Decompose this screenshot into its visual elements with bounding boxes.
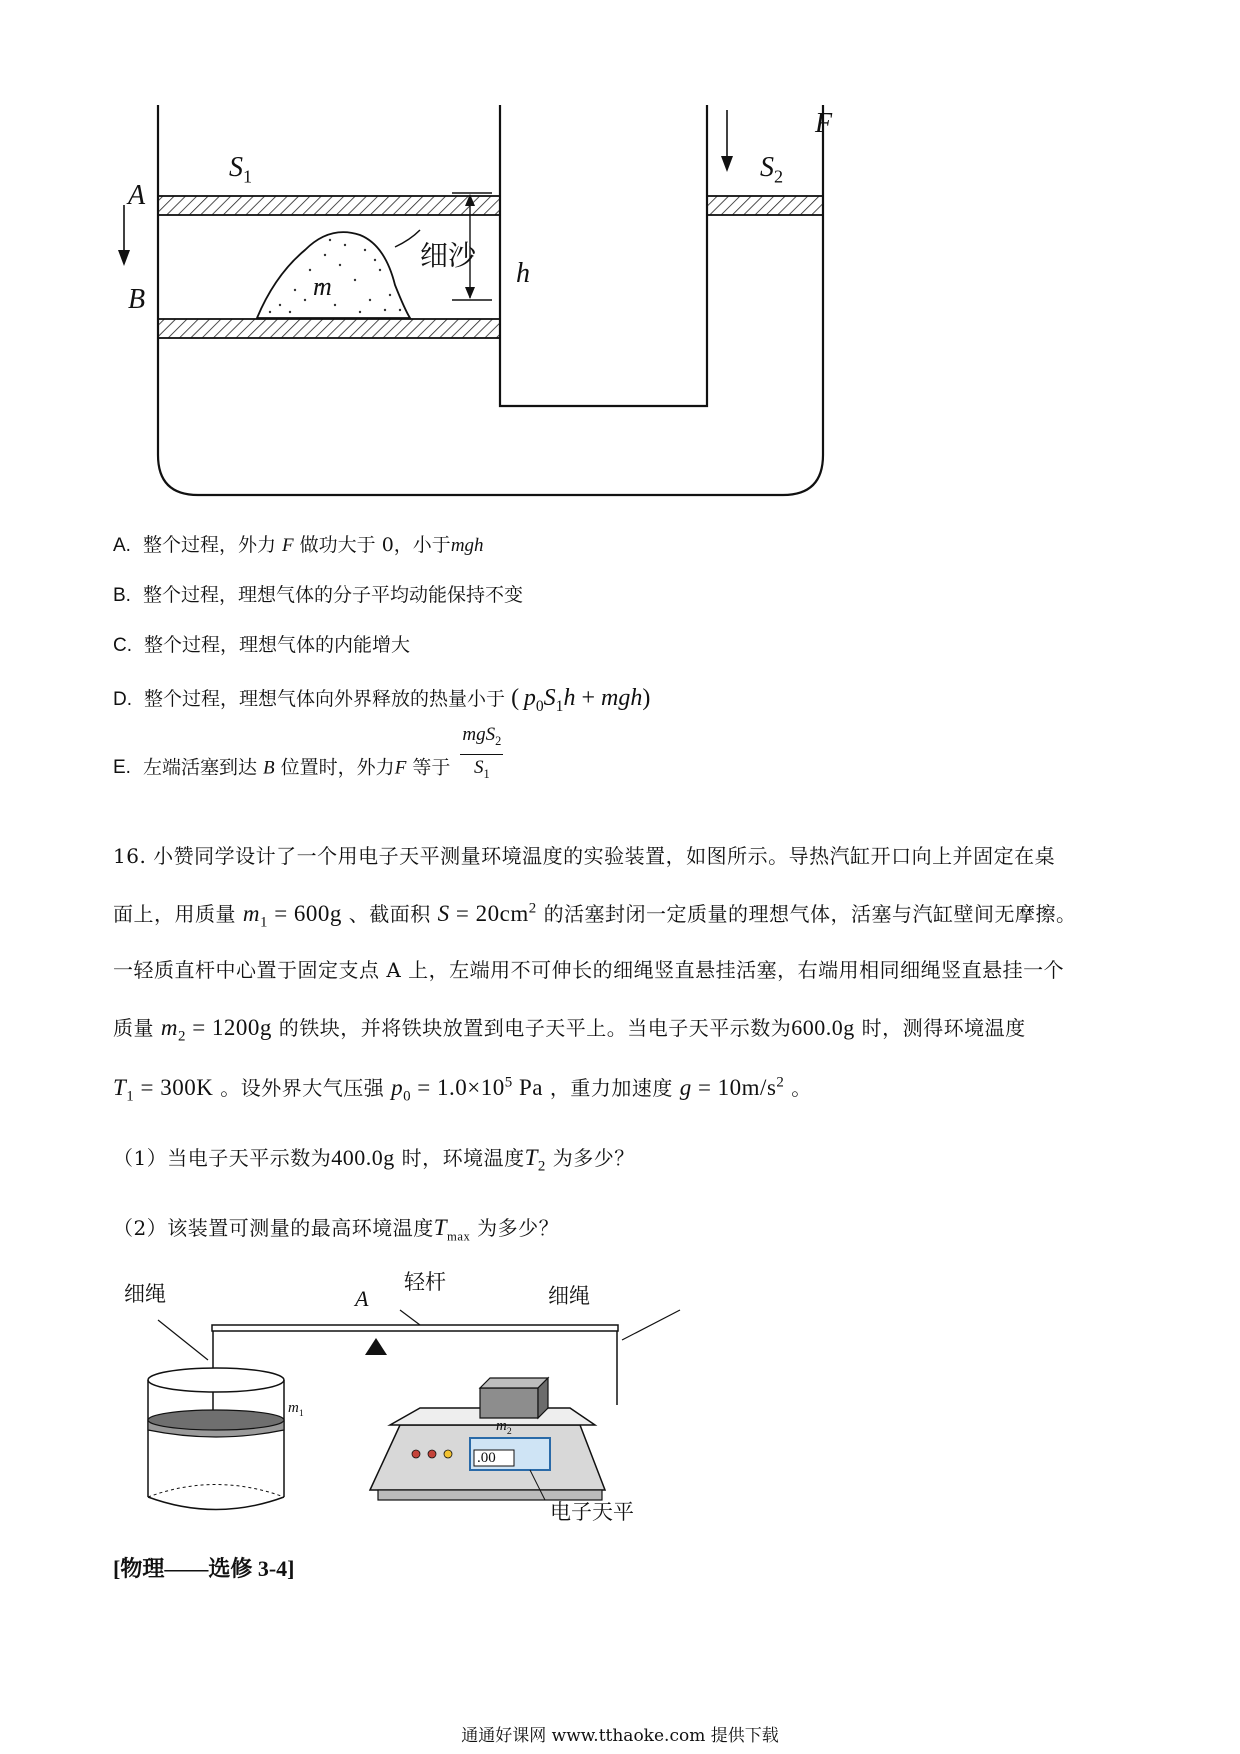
label-s2: $S_2$ — [760, 152, 784, 187]
pivot — [365, 1338, 387, 1355]
option-b: B. 整个过程，理想气体的分子平均动能保持不变 — [113, 584, 523, 606]
label-m2: $m_2$ — [496, 1418, 512, 1437]
q16-line2: 面上，用质量 $m_1 = 600g$ 、截面积 $S = 20cm^2$ 的活塞封闭一定质量的理想气体，活塞与汽缸壁间无摩擦。 — [113, 900, 1077, 931]
label-m1: $m_1$ — [288, 1400, 304, 1419]
q16-line3: 一轻质直杆中心置于固定支点 A 上，左端用不可伸长的细绳竖直悬挂活塞，右端用相同细绳竖直悬挂一个 — [113, 958, 1065, 982]
balance-apparatus-diagram — [100, 1260, 700, 1520]
footer: 通通好课网 www.tthaoke.com 提供下载 — [461, 1726, 779, 1746]
balance-display: .00 — [477, 1450, 496, 1466]
option-e: E. 左端活塞到达 B 位置时，外力F 等于 $\frac{mgS_2}{S_1}$ — [113, 724, 502, 781]
q16-line5: $T_1 = 300K$ 。设外界大气压强 $p_0 = 1.0\times 10^5$ Pa ，重力加速度 $g = 10m/s^2$ 。 — [113, 1074, 812, 1105]
piston-a — [158, 196, 500, 215]
option-d: D. 整个过程，理想气体向外界释放的热量小于 ( $p_0S_1h + mgh$) — [113, 685, 651, 715]
label-a: A — [128, 180, 146, 211]
section-title: [物理——选修 3-4] — [113, 1556, 295, 1581]
label-balance: 电子天平 — [550, 1500, 634, 1524]
rod — [212, 1325, 618, 1331]
option-a: A. 整个过程，外力 F 做功大于 0，小于mgh — [113, 534, 484, 556]
piston-s2 — [707, 196, 823, 215]
label-rope-left: 细绳 — [124, 1282, 166, 1306]
label-h: h — [516, 258, 530, 289]
q16-line1: 16. 小赞同学设计了一个用电子天平测量环境温度的实验装置，如图所示。导热汽缸开口向上并固定在桌 — [113, 844, 1056, 868]
label-m: m — [313, 272, 332, 301]
piston-b — [158, 319, 500, 338]
q16-line4: 质量 $m_2 = 1200g$ 的铁块，并将铁块放置到电子天平上。当电子天平示数为600.0g 时，测得环境温度 — [113, 1015, 1026, 1045]
iron-block-m2 — [480, 1388, 538, 1418]
option-c: C. 整个过程，理想气体的内能增大 — [113, 634, 411, 656]
label-s1: $S_1$ — [229, 152, 253, 187]
label-rope-right: 细绳 — [548, 1284, 590, 1308]
label-f: F — [815, 108, 833, 139]
q16-sub1: （1）当电子天平示数为400.0g 时，环境温度$T_2$ 为多少？ — [113, 1145, 635, 1175]
q16-sub2: （2）该装置可测量的最高环境温度$T_{max}$ 为多少？ — [113, 1215, 560, 1244]
label-pivot-a: A — [355, 1286, 369, 1311]
label-b: B — [128, 284, 146, 315]
u-tube-diagram — [100, 100, 920, 510]
label-sand: 细沙 — [420, 239, 477, 272]
label-rod: 轻杆 — [404, 1270, 446, 1294]
inner-divider — [500, 105, 707, 406]
